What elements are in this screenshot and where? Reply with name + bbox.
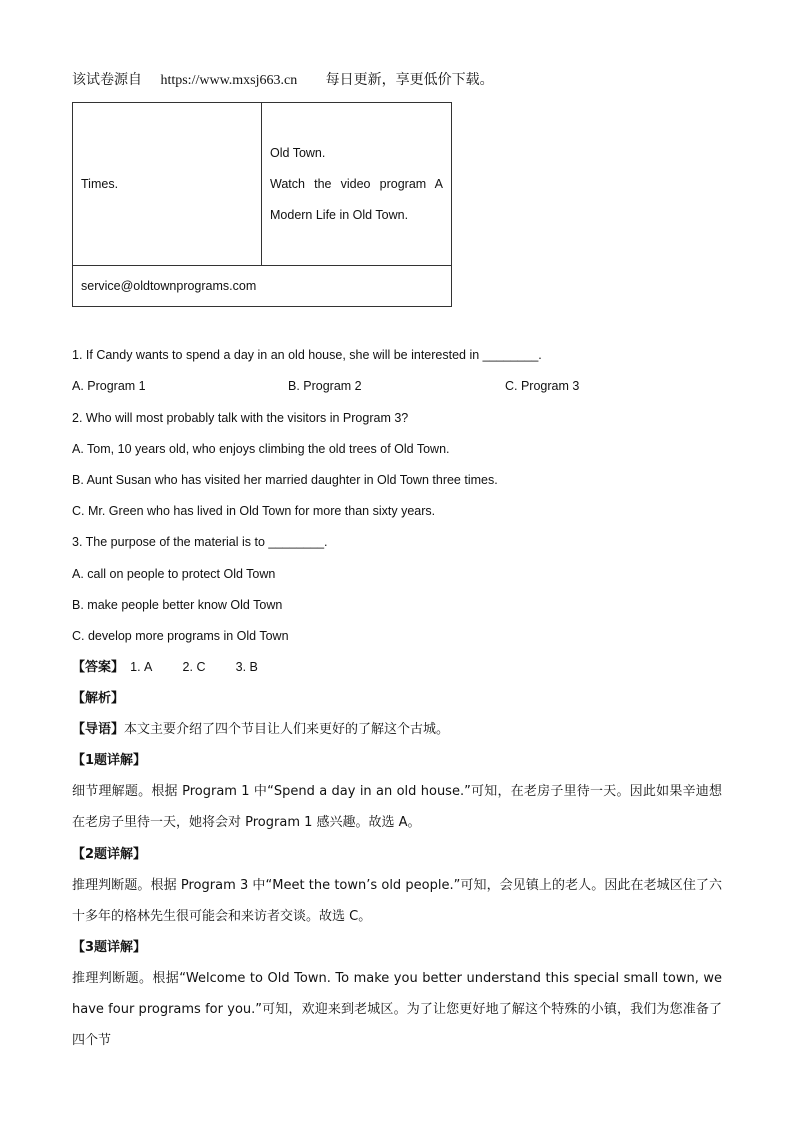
source-prefix: 该试卷源自 xyxy=(72,72,142,88)
question-3-stem: 3. The purpose of the material is to ________. xyxy=(72,535,328,549)
table-cell-line: Watch the video program A Modern Life in Old Town. xyxy=(270,176,443,222)
question-3-option-c: C. develop more programs in Old Town xyxy=(72,629,289,643)
q3-detail-label: 【3题详解】 xyxy=(72,940,147,955)
program-table xyxy=(72,102,452,307)
analysis-heading xyxy=(72,690,124,708)
option-b: B. Program 2 xyxy=(288,379,362,393)
source-url-link[interactable]: https://www.mxsj663.cn xyxy=(160,73,298,88)
q1-detail-label: 【1题详解】 xyxy=(72,753,147,768)
table-cell-times: Times. xyxy=(73,103,262,266)
question-2-option-c: C. Mr. Green who has lived in Old Town for more than sixty years. xyxy=(72,504,436,518)
answer-label: 【答案】 xyxy=(72,660,125,675)
answer-item: 1. A xyxy=(130,660,153,674)
question-2-option-a: A. Tom, 10 years old, who enjoys climbing the old trees of Old Town. xyxy=(72,442,450,456)
q2-detail-heading xyxy=(72,846,146,864)
option-c: C. Program 3 xyxy=(505,379,580,393)
source-header xyxy=(72,71,494,90)
q2-detail-text: 推理判断题。根据 Program 3 中“Meet the town’s old people.”可知，会见镇上的老人。因此在老城区住了六十多年的格林先生很可能会和来访者交谈。故选 C。 xyxy=(72,878,722,924)
source-suffix: 每日更新，享更低价下载。 xyxy=(325,72,494,88)
option-a: A. Program 1 xyxy=(72,379,146,393)
q1-detail-heading xyxy=(72,752,146,770)
answer-item: 2. C xyxy=(182,660,206,674)
question-2-option-b: B. Aunt Susan who has visited her married daughter in Old Town three times. xyxy=(72,473,498,487)
intro-label: 【导语】 xyxy=(72,722,125,737)
analysis-label: 【解析】 xyxy=(72,691,125,706)
q2-detail-label: 【2题详解】 xyxy=(72,847,147,862)
question-1-stem: 1. If Candy wants to spend a day in an old house, she will be interested in ________. xyxy=(72,348,542,362)
table-cell-email: service@oldtownprograms.com xyxy=(73,266,452,307)
intro-line xyxy=(72,721,449,739)
question-2-stem: 2. Who will most probably talk with the visitors in Program 3? xyxy=(72,411,409,425)
q1-detail-text: 细节理解题。根据 Program 1 中“Spend a day in an old house.”可知，在老房子里待一天。因此如果辛迪想在老房子里待一天，她将会对 Program 1 感兴趣。故选 A。 xyxy=(72,784,722,830)
answer-item: 3. B xyxy=(235,660,258,674)
q3-detail-heading xyxy=(72,939,146,957)
question-3-option-a: A. call on people to protect Old Town xyxy=(72,567,276,581)
question-1-options xyxy=(72,377,722,395)
answer-line xyxy=(72,658,284,677)
question-3-option-b: B. make people better know Old Town xyxy=(72,598,283,612)
table-cell-program xyxy=(262,103,452,266)
intro-text: 本文主要介绍了四个节目让人们来更好的了解这个古城。 xyxy=(124,722,450,737)
q3-detail-text: 推理判断题。根据“Welcome to Old Town. To make you better understand this special small town, we have four programs for you.”可知，欢迎来到老城区。为了让您更好地了解这个特殊的小镇，我们为您准备了四个节 xyxy=(72,971,722,1048)
table-cell-line: Old Town. xyxy=(270,145,326,160)
